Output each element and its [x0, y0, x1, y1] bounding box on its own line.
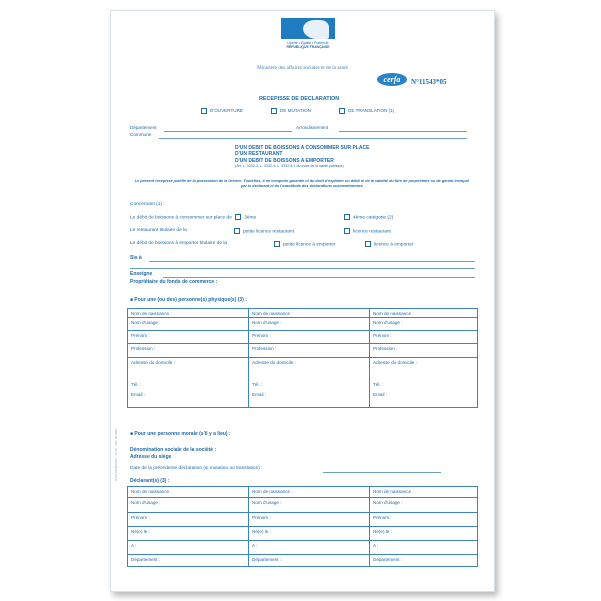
cell-label: A :: [131, 542, 137, 548]
adresse-siege-label: Adresse du siège: [130, 454, 172, 460]
q2-option-licence[interactable]: [344, 228, 391, 234]
q3-prefix: Le débit de boissons à emporter titulaire de la: [130, 241, 228, 246]
table-row: [128, 331, 478, 344]
cell-label: Département :: [373, 556, 403, 562]
option-ouverture[interactable]: [201, 108, 243, 114]
checkbox-ouverture[interactable]: [201, 108, 207, 114]
cell-label: Nom de naissance :: [252, 310, 293, 316]
table-row: [128, 513, 478, 527]
marianne-face-icon: [303, 20, 329, 39]
q1-option-4eme: 4ème: [353, 215, 365, 221]
departement-label: Département: [130, 125, 157, 130]
q1-suffix: catégorie (2): [366, 215, 394, 221]
table-cell[interactable]: [128, 487, 249, 498]
subtitle-line-3: D'UN DEBIT DE BOISSONS A EMPORTER: [235, 157, 334, 164]
section-personne-physique: ■ Pour une (ou des) personne(s) physique(s) (3) :: [130, 297, 247, 303]
table-row: [128, 318, 478, 331]
table-row: [128, 487, 478, 498]
q2-option-petite[interactable]: [234, 228, 294, 234]
cell-label: Adresse du domicile :: [373, 359, 417, 365]
cell-label: A :: [373, 542, 379, 548]
q3-option-petite[interactable]: [274, 241, 336, 247]
table-row: [128, 527, 478, 541]
cell-label: Né(e) le :: [131, 528, 150, 534]
cell-label: Nom d'usage :: [252, 499, 282, 505]
logo-republic: RÉPUBLIQUE FRANÇAISE: [286, 45, 330, 49]
option-translation-label: DE TRANSLATION (1): [348, 108, 395, 114]
q1-option-4eme-row: [344, 214, 393, 220]
table-row: [128, 541, 478, 555]
checkbox-licence-restaurant[interactable]: [344, 228, 350, 234]
table-cell[interactable]: [128, 331, 249, 344]
table-row: [128, 358, 478, 408]
cell-label: Prénom :: [252, 332, 271, 338]
arrondissement-label: Arrondissement: [296, 125, 329, 130]
table-cell[interactable]: [249, 541, 370, 555]
enseigne-field[interactable]: [163, 277, 475, 278]
table-cell[interactable]: [370, 309, 478, 318]
table-row: [128, 498, 478, 513]
cell-label: Email :: [373, 391, 388, 397]
checkbox-3eme[interactable]: [235, 214, 241, 220]
table-cell[interactable]: [249, 358, 370, 408]
table-cell[interactable]: [128, 318, 249, 331]
cell-label: Prénom :: [131, 332, 150, 338]
table-cell[interactable]: [370, 487, 478, 498]
cell-label: Nom de naissance :: [131, 488, 172, 494]
table-cell[interactable]: [128, 555, 249, 567]
form-sheet: [110, 10, 495, 592]
legal-reference: (Art. L. 3332-3, L. 3332-4, L. 3332-4-1 du code de la santé publique): [235, 164, 344, 168]
table-row: [128, 309, 478, 318]
table-cell[interactable]: [249, 555, 370, 567]
table-row: [128, 555, 478, 567]
commune-label: Commune: [130, 132, 152, 137]
cell-label: Nom d'usage :: [131, 499, 161, 505]
cell-label: Tél. :: [131, 381, 142, 387]
cell-label: Adresse du domicile :: [131, 359, 175, 365]
commune-field[interactable]: [159, 138, 467, 139]
section-personne-morale: ■ Pour une personne morale (s'il y a lieu) :: [130, 431, 231, 437]
cell-label: A :: [252, 542, 258, 548]
table-row: [128, 344, 478, 358]
table-cell[interactable]: [370, 527, 478, 541]
checkbox-petite-licence-emporter[interactable]: [274, 241, 280, 247]
cell-label: Nom de naissance :: [373, 310, 414, 316]
table-cell[interactable]: [128, 358, 249, 408]
cell-label: Prénom :: [373, 332, 392, 338]
q2-option-licence-label: licence restaurant: [353, 229, 391, 235]
checkbox-translation[interactable]: [339, 108, 345, 114]
q1-row: [130, 214, 256, 220]
cell-label: Nom d'usage :: [373, 319, 403, 325]
q1-prefix: Le débit de boissons à consommer sur place de: [130, 215, 232, 221]
cell-label: Nom de naissance :: [373, 488, 414, 494]
table-cell[interactable]: [249, 527, 370, 541]
departement-field[interactable]: [164, 131, 292, 132]
cell-label: Prénom :: [131, 514, 150, 520]
proprietaire-label: Propriétaire du fonds de commerce :: [130, 279, 218, 285]
concernant-label: Concernant (1) :: [130, 202, 165, 207]
date-precedente-label: Date de la précédente déclaration (si mutation ou translation) :: [130, 466, 263, 471]
table-cell[interactable]: [370, 318, 478, 331]
denomination-label: Dénomination sociale de la société :: [130, 447, 217, 453]
table-cell[interactable]: [128, 541, 249, 555]
date-precedente-field[interactable]: [323, 472, 441, 473]
cell-label: Né(e) le :: [252, 528, 271, 534]
table-cell[interactable]: [128, 309, 249, 318]
table-cell[interactable]: [249, 331, 370, 344]
cell-label: Nom d'usage :: [131, 319, 161, 325]
cell-label: Adresse du domicile :: [252, 359, 296, 365]
table-cell[interactable]: [249, 309, 370, 318]
option-mutation[interactable]: [271, 108, 311, 114]
table-cell[interactable]: [370, 513, 478, 527]
table-cell[interactable]: [370, 358, 478, 408]
table-cell[interactable]: [249, 318, 370, 331]
table-cell[interactable]: [249, 487, 370, 498]
cerfa-number: N°11543*05: [411, 78, 447, 86]
q1-option-3eme: 3ème: [244, 215, 257, 221]
table-cell[interactable]: [370, 331, 478, 344]
table-cell[interactable]: [249, 344, 370, 358]
cell-label: Tél. :: [373, 381, 384, 387]
cell-label: Département :: [252, 556, 282, 562]
checkbox-licence-emporter[interactable]: [365, 241, 371, 247]
cell-label: Nom de naissance :: [252, 488, 293, 494]
logo-motto: Liberté • Égalité • Fraternité: [287, 41, 329, 45]
form-reference-code: N423 MNMVSDL - 11/12 - Ref: 004499: [114, 429, 118, 481]
cell-label: Nom d'usage :: [252, 319, 282, 325]
checkbox-4eme[interactable]: [344, 214, 350, 220]
cerfa-logo: cerfa: [377, 73, 407, 86]
cell-label: Département :: [131, 556, 161, 562]
logo-text: [281, 41, 335, 49]
sis-field-2[interactable]: [130, 268, 475, 269]
legal-notice: Le présent récépissé justifie de la possession de la licence. Toutefois, il ne comporte garantie ni du droit d'exploiter un débit ni de la validité du titre de propriétaire ou de gérant invoqué par le déclarant ni de l'exactitude des déclarations susmentionnées: [134, 179, 470, 188]
table-cell[interactable]: [128, 527, 249, 541]
form-subtitle: [235, 145, 369, 164]
table-cell[interactable]: [370, 555, 478, 567]
table-cell[interactable]: [128, 344, 249, 358]
table-cell[interactable]: [370, 344, 478, 358]
cell-label: Profession :: [373, 345, 398, 351]
q2-prefix: Le restaurant titulaire de la: [130, 228, 187, 233]
table-cell[interactable]: [370, 498, 478, 513]
cell-label: Prénom :: [252, 514, 271, 520]
marianne-logo: [281, 18, 335, 48]
sis-label: Sis à: [130, 255, 142, 261]
cell-label: Prénom :: [373, 514, 392, 520]
checkbox-mutation[interactable]: [271, 108, 277, 114]
table-cell[interactable]: [128, 513, 249, 527]
q2-option-petite-label: petite licence restaurant: [243, 229, 294, 235]
table-cell[interactable]: [249, 498, 370, 513]
cell-label: Email :: [252, 391, 267, 397]
q3-option-licence-label: licence à emporter: [374, 242, 414, 248]
arrondissement-field[interactable]: [339, 131, 467, 132]
option-ouverture-label: D'OUVERTURE: [210, 108, 243, 114]
option-mutation-label: DE MUTATION: [280, 108, 311, 114]
cell-label: Nom de naissance :: [131, 310, 172, 316]
sis-field[interactable]: [149, 261, 475, 262]
form-title: RECEPISSE DE DECLARATION: [259, 96, 340, 102]
declarants-label: Déclarant(s) (3) :: [130, 478, 170, 484]
table-cell[interactable]: [249, 513, 370, 527]
cell-label: Nom d'usage :: [373, 499, 403, 505]
q3-option-licence[interactable]: [365, 241, 413, 247]
table-cell[interactable]: [128, 498, 249, 513]
checkbox-petite-licence-restaurant[interactable]: [234, 228, 240, 234]
cell-label: Email :: [131, 391, 146, 397]
cell-label: Profession :: [252, 345, 277, 351]
q3-option-petite-label: petite licence à emporter: [283, 242, 336, 248]
cell-label: Tél. :: [252, 381, 263, 387]
option-translation[interactable]: [339, 108, 394, 114]
ministry-name: Ministère des affaires sociales et de la santé: [257, 65, 348, 71]
enseigne-label: Enseigne: [130, 271, 153, 277]
table-cell[interactable]: [370, 541, 478, 555]
cell-label: Profession :: [131, 345, 156, 351]
table-declarants: [127, 486, 478, 567]
subtitle-line-2: D'UN RESTAURANT: [235, 151, 283, 158]
subtitle-line-1: D'UN DEBIT DE BOISSONS A CONSOMMER SUR PLACE: [235, 145, 370, 151]
cell-label: Né(e) le :: [373, 528, 392, 534]
table-personnes-physiques: [127, 308, 478, 408]
